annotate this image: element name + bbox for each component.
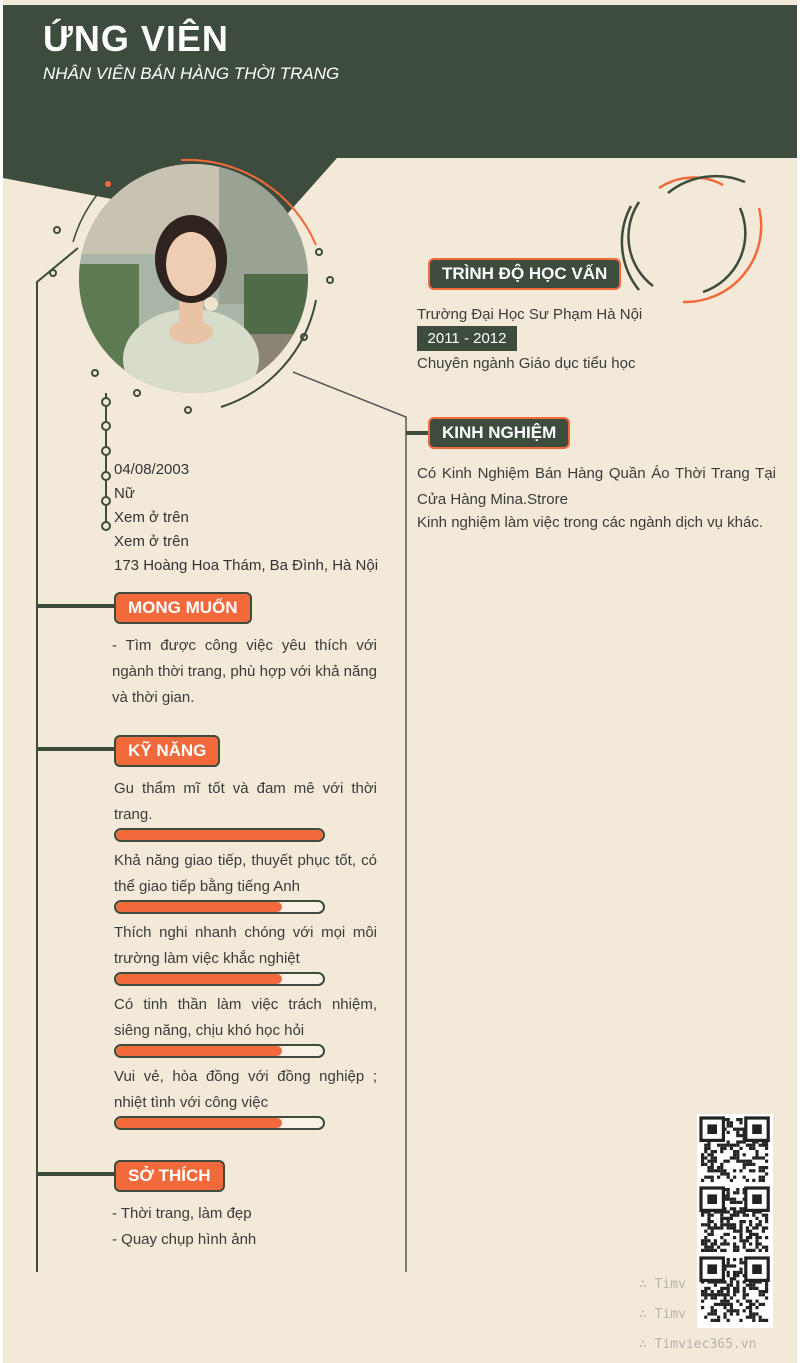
cv-page — [3, 0, 797, 1363]
birthday: 04/08/2003 — [114, 461, 190, 478]
skill-label: Gu thẩm mĩ tốt và đam mê với thời trang. — [114, 780, 377, 823]
skill-label: Có tinh thần làm việc trách nhiệm, siêng năng, chịu khó học hỏi — [114, 996, 377, 1039]
skill-bar — [114, 972, 325, 986]
candidate-name: ỨNG VIÊN — [43, 18, 229, 59]
skill-bar-fill — [116, 1046, 282, 1056]
gender: Nữ — [114, 485, 135, 502]
section-title-ky-nang: KỸ NĂNG — [114, 735, 220, 767]
job-title: NHÂN VIÊN BÁN HÀNG THỜI TRANG — [43, 64, 340, 83]
skill-bar-fill — [116, 830, 323, 840]
skill-label: Khả năng giao tiếp, thuyết phục tốt, có thể giao tiếp bằng tiếng Anh — [114, 852, 377, 895]
skill-bar-fill — [116, 1118, 282, 1128]
qr-code[interactable] — [697, 1114, 773, 1328]
hobby-item: - Thời trang, làm đẹp — [112, 1205, 252, 1222]
avatar — [79, 164, 308, 393]
skill-label: Thích nghi nhanh chóng với mọi môi trường làm việc khắc nghiệt — [114, 924, 377, 967]
qr-code-pattern — [697, 1114, 773, 1328]
phone: Xem ở trên — [114, 509, 189, 526]
skill-bar-fill — [116, 902, 282, 912]
skill-bar — [114, 900, 325, 914]
watermark-text: ∴ Timv — [639, 1277, 686, 1292]
email: Xem ở trên — [114, 533, 189, 550]
experience-line: Có Kinh Nghiệm Bán Hàng Quần Áo Thời Trang Tại Cửa Hàng Mina.Strore — [417, 465, 776, 508]
education-major: Chuyên ngành Giáo dục tiểu học — [417, 355, 636, 372]
skill-bar — [114, 1044, 325, 1058]
section-title-mong-muon: MONG MUỐN — [114, 592, 252, 624]
experience-line: Kinh nghiệm làm việc trong các ngành dịch vụ khác. — [417, 514, 764, 531]
section-title-hoc-van: TRÌNH ĐỘ HỌC VẤN — [428, 258, 621, 290]
skill-label: Vui vẻ, hòa đồng với đồng nghiệp ; nhiệt tình với công việc — [114, 1068, 377, 1111]
school-name: Trường Đại Học Sư Phạm Hà Nội — [417, 306, 643, 323]
section-title-so-thich: SỞ THÍCH — [114, 1160, 225, 1192]
avatar-photo — [79, 164, 308, 393]
watermark-text: ∴ Timv — [639, 1307, 686, 1322]
mong-muon-text: - Tìm được công việc yêu thích với ngành thời trang, phù hợp với khả năng và thời gian. — [112, 637, 377, 706]
section-title-kinh-nghiem: KINH NGHIỆM — [428, 417, 570, 449]
hobby-item: - Quay chụp hình ảnh — [112, 1231, 257, 1248]
skill-bar — [114, 828, 325, 842]
education-years: 2011 - 2012 — [417, 326, 517, 351]
watermark-text: ∴ Timviec365.vn — [639, 1337, 757, 1352]
skill-bar-fill — [116, 974, 282, 984]
address: 173 Hoàng Hoa Thám, Ba Đình, Hà Nội — [114, 557, 379, 574]
skill-bar — [114, 1116, 325, 1130]
